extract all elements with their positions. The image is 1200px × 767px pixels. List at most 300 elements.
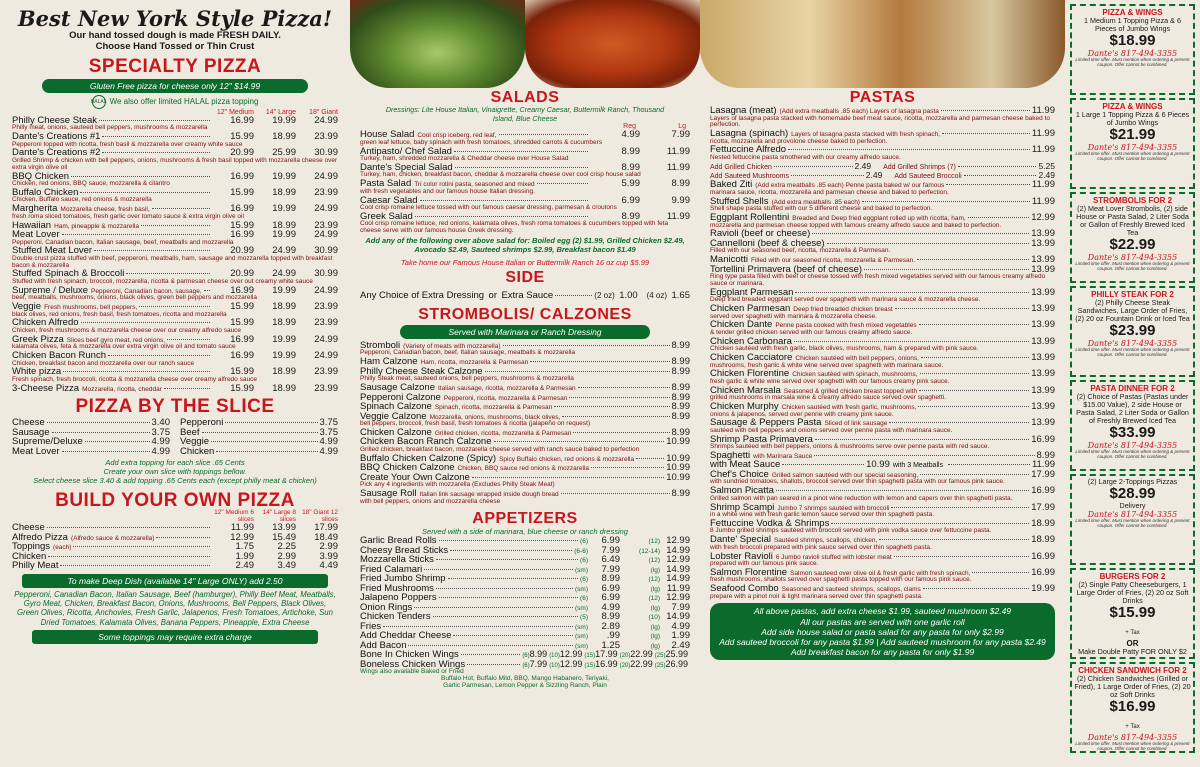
item-price: 8.99 [671,382,690,394]
item-price: 4.99 [671,620,690,632]
item-price: 30.99 [314,268,338,280]
item-desc: bell peppers, broccoli, fresh basil, fresh tomatoes & ricotta (jalapeño on request) [360,420,591,428]
item-price: 11.99 [1031,179,1055,191]
item-note: Ham, ricotta, mozzarella & Parmesan [420,359,529,367]
item-desc: Chicken, Buffalo sauce, red onions & mozzarella [12,196,152,204]
item-name: Cheese [12,522,45,534]
item-desc: Philly Steak meat, sauteed onions, bell peppers, mushrooms & mozzarella [360,375,574,383]
wings-note-2: Buffalo Hot, Buffalo Mild, BBQ, Mango Habanero, Teriyaki, [440,675,609,683]
item-price: 8.99 [671,365,690,377]
deal-coupon [1070,568,1195,659]
col-lg: Lg [678,123,686,131]
item-name: Baked Ziti [710,179,753,191]
item-name: Chicken [180,445,215,457]
item-note: Chicken sautéed with spinach, mushrooms, [792,371,918,379]
item-name: Veggie Calzone [360,410,427,422]
item-desc: Shrimps sautéed with bell peppers, onions & mushrooms serve over penne pasta with red sauce. [710,443,990,451]
item-note: Layers of lasagna pasta stacked with fresh spinach, [791,131,941,139]
deal-legal: Limited time offer. Must mention when ordering & present coupon. Offer cannot be combined. [1075,741,1190,751]
item-price: 2.99 [277,550,296,562]
item-price: 16.99 [1031,433,1055,445]
item-qty: (15) [584,662,596,669]
item-price: 1.99 [235,550,254,562]
item-price: 8.99 [621,210,640,222]
pasta-footer [710,603,1055,660]
dots [791,175,864,176]
item-price: 16.99 [595,658,618,669]
deal-coupon [1070,474,1195,565]
item-price: 24.99 [314,229,338,241]
dots [920,474,1029,475]
pasta-photo [700,0,1065,88]
item-price: 8.99 [671,178,690,190]
item-name: Sausage Roll [360,488,417,500]
item-price: 24.99 [272,245,296,257]
item-price: 4.99 [319,445,338,457]
item-note: (Alfredo sauce & mozzarella) [70,534,155,542]
dots [164,388,210,389]
item-note: Spicy Buffalo chicken, red onions & mozzarella [499,455,635,463]
item-price: 20.99 [230,268,254,280]
dots [776,490,1029,491]
item-name: Caesar Salad [360,194,418,206]
item-price: 13.99 [1031,401,1055,412]
item-price: 8.99 [671,339,690,351]
item-price: 5.99 [621,178,640,190]
item-desc: Stuffed with fresh spinach, broccoli, mozzarella, ricotta & parmesan cheese over out creamy white sauce [12,277,313,285]
deal-desc: (2) Choice of Pastas (Pastas under $15.00 Value), 2 side House or Pasta Salad, 2 Liter Soda or Gallon of Freshly Brewed Iced Tea [1076,392,1189,425]
dots [788,149,1030,150]
dots [216,451,317,452]
pastas-title: PASTAS [849,89,916,106]
item-name: Antipasto/ Chef Salad [360,145,452,157]
item-name: Ham Calzone [360,356,418,368]
item-price: 15.99 [230,131,254,143]
item-qty: (25) [654,662,666,669]
item-price: 23.99 [314,186,338,198]
item-price: 7.99 [601,544,620,556]
item-price: 11.99 [1031,459,1056,471]
item-price: 1.25 [601,639,620,651]
salad-addon-1: Add any of the following over above salad for: Boiled egg (2) $1.99, Grilled Chicken $2.49, [365,235,685,245]
specialty-title: SPECIALTY PIZZA [88,55,262,77]
deal-title: PIZZA & WINGS [1102,102,1163,111]
dots [968,217,1030,218]
dots [80,192,210,193]
item-name: Eggplant Rollentini [710,212,790,224]
item-price: 7.99 [529,658,548,669]
deal-or: OR [1126,639,1139,649]
item-price: 13.99 [1031,335,1055,347]
item-desc: served over spaghetti with marinara & mozzarella cheese. [710,312,877,320]
item-name: Bone In Chicken Wings [360,649,459,661]
side-price-2: 1.65 [671,289,690,301]
dots [923,588,1029,589]
dots [636,458,664,459]
item-price: 8.99 [1036,449,1055,461]
item-price: 1.75 [235,541,254,553]
gluten-free-bar: Gluten Free pizza for cheese only 12" $14.99 [42,79,308,93]
item-desc: Chicken, fresh mushrooms & mozzarella cheese over our creamy alfredo sauce [12,326,242,334]
dots [499,134,588,135]
dots [862,201,1030,202]
deal-legal: Limited time offer. Must mention when ordering & present coupon. Offer cannot be combined. [1075,57,1190,68]
dots [424,569,573,570]
item-name: Shrimp Scampi [710,501,775,513]
item-name: Chicken Bacon Runch [12,350,106,362]
dots [47,527,210,528]
slice-note-2: Create your own slice with toppings bellow. [103,467,247,477]
dots [47,422,150,423]
item-note: Tri color rotini pasta, seasoned and mixed [414,181,535,189]
item-name: Jalapeno Poppers [360,592,437,604]
item-name: Chicken Parmesan [710,303,791,315]
item-note: Jumbo 7 shrimps sautéed with broccoli [777,504,890,512]
deal-coupon [1070,380,1195,471]
item-qty: (12) [648,576,660,584]
addon-row [710,162,1055,171]
size-giant: 18" Giant [309,108,338,116]
item-desc: fresh mushrooms, shallots served over spaghetti pasta topped with our famous pink sauce. [710,576,972,584]
deal-price: $15.99 [1109,603,1156,621]
item-note: Italian sausage, ricotta, mozzarella & Parmesan [438,385,576,393]
deal-title: BURGERS FOR 2 [1099,572,1166,581]
dots [569,397,669,398]
item-name: Pepperoni Calzone [360,391,441,403]
side-extra: Extra Sauce [501,289,554,301]
item-note: Ham, pineapple & mozzarella [54,222,139,230]
item-price: 13.99 [1031,417,1055,429]
item-price: 30.99 [314,245,338,257]
dough-note: Our hand tossed dough is made FRESH DAILY. [69,30,281,41]
item-note: Sautéed shrimps, scallops, chicken, [773,537,878,545]
item-price: 15.99 [230,382,254,394]
item-price: 19.99 [272,203,296,215]
item-name: Stuffed Shells [710,195,769,207]
item-desc: Chicken, red onions, BBQ sauce, mozzarella & cilantro [12,180,170,188]
item-price: 16.99 [230,170,254,182]
item-price: 6.99 [601,582,620,594]
item-price: 22.99 [630,649,653,660]
item-name: Chicken Murphy [710,401,779,412]
tagline: Best New York Style Pizza! [17,6,333,31]
item-price: 15.99 [230,186,254,198]
dots [454,151,588,152]
item-qty: (12) [648,538,660,546]
item-note: Spinach, ricotta, mozzarella & Parmesan [434,404,553,412]
item-price: 3.40 [151,417,170,429]
item-price: 20.99 [230,245,254,257]
item-name: Dante's Special Salad [360,161,453,173]
side-item [360,286,690,302]
item-price: 10.99 [666,471,690,483]
item-note: Penne pasta cooked with fresh mixed vegetables [775,322,917,330]
item-price: 3.99 [319,550,338,562]
item-price: 14.99 [666,573,690,585]
item-price: 4.49 [319,560,338,572]
dots [889,422,1029,423]
item-qty: (sm) [575,642,588,650]
dots [85,441,150,442]
item-note: (Add extra meatballs .85 each) [771,198,860,206]
item-name: Shrimp Pasta Primavera [710,433,813,445]
dots [408,645,573,646]
item-price: 16.99 [230,284,254,296]
size-medium: 12" Medium [216,108,254,116]
item-name: Fettuccine Alfredo [710,144,787,156]
item-price: 16.99 [230,203,254,215]
item-name: Fries [360,620,382,632]
deep-dish-bar: To make Deep Dish (available 14" Large ONLY) add 2.50 [22,574,328,588]
item-name: Boneless Chicken Wings [360,658,466,670]
addon-name: Add Grilled Chicken [710,163,772,171]
deal-legal: Limited time offer. Must mention when ordering & present coupon. Offer cannot be combined. [1075,518,1190,529]
item-price: 6.99 [601,535,620,547]
item-qty: (15) [584,653,596,660]
stromboli-serve-bar: Served with Marinara or Ranch Dressing [400,325,650,339]
stromboli-list [360,341,690,505]
deal-brand: Dante's 817-494-3355 [1087,49,1178,59]
item-desc: Deep fried breaded eggplant served over spaghetti with marinara sauce & mozzarella cheese. [710,296,981,304]
item-name: Salmon Picatta [710,485,774,497]
item-price: 12.99 [666,592,690,604]
dots [561,493,670,494]
item-name: Add Bacon [360,639,407,651]
item-name: Dante's Creations #2 [12,147,101,159]
item-qty: (12-14) [639,547,660,555]
item-name: Lasagna (meat) [710,105,777,116]
deal-brand: Dante's 817-494-3355 [1087,441,1178,451]
byo-title: BUILD YOUR OWN PIZZA [55,490,295,512]
item-qty: (20) [619,653,631,660]
item-note: Seasoned and sauteed shrimps, scallops, clams [781,586,921,594]
item-price: 8.99 [671,401,690,413]
item-name: Stuffed Spinach & Broccoli [12,268,125,280]
item-price: 10.99 [866,459,890,471]
item-name: Sausage & Peppers Pasta [710,417,822,429]
item-price: 4.99 [151,436,170,448]
column-deals [1065,0,1200,767]
item-note: with 3 Meatballs [892,462,944,470]
item-desc: fresh garlic & white wine served over spaghetti with our famous creamy pink sauce. [710,377,950,385]
dots [202,432,318,433]
addon-price: 2.49 [865,170,883,181]
item-name: Dante's Creations #1 [12,131,101,143]
item-qty: (sm) [575,604,588,612]
column-pastas [700,0,1065,767]
dots [94,250,210,251]
item-name: Philly Cheese Steak Calzone [360,365,483,377]
item-price: 13.99 [1031,368,1055,380]
byo-size-large: 14" Large 8 slices [262,509,296,523]
item-name: with Meat Sauce [710,459,781,471]
item-price: 15.99 [230,219,254,231]
extra-charge-bar: Some toppings may require extra charge [32,630,318,644]
item-desc: Pepperoni topped with ricotta, fresh basil & mozzarella over creamy white sauce [12,140,243,148]
item-price: 7.99 [671,129,690,141]
item-desc: black olives, red onions, fresh basil, fresh tomatoes, ricotta and mozzarella [12,310,227,318]
item-price: 24.99 [314,114,338,126]
item-price: 23.99 [314,366,338,378]
side-or: or [488,289,497,301]
item-price: 18.99 [272,382,296,394]
dots [414,607,573,608]
item-name: Beef [180,426,200,438]
dots [52,432,150,433]
item-price: 2.89 [601,620,620,632]
item-price: 7.99 [671,601,690,613]
item-name: Create Your Own Calzone [360,471,470,483]
item-price: 16.99 [1031,485,1055,497]
item-price: 10.99 [666,436,690,448]
addon-name: Add Sauteed Mushrooms [710,173,789,181]
menu-item-row [360,612,690,622]
item-price: 23.99 [314,382,338,394]
item-price: 14.99 [666,563,690,575]
dots [420,200,588,201]
item-name: Spinach Calzone [360,401,432,413]
deal-title: PHILLY STEAK FOR 2 [1091,290,1174,299]
item-price: 24.99 [314,333,338,345]
deal-title: STROMBOLIS FOR 2 [1092,196,1173,205]
item-price: 18.99 [272,301,296,313]
dots [453,635,573,636]
item-price: 12.99 [666,535,690,547]
stromboli-title: STROMBOLIS/ CALZONES [418,305,632,323]
deal-price: $28.99 [1109,484,1156,502]
item-desc: prepared with our famous pink sauce. [710,560,819,567]
deal-brand: Dante's 817-494-3355 [1087,143,1178,153]
dots [972,572,1029,573]
deal-legal: Limited time offer. Must mention when ordering & present coupon. Offer cannot be combined. [1075,347,1190,357]
item-price: 12.99 [559,649,583,660]
crust-note: Choose Hand Tossed or Thin Crust [95,40,255,52]
dots [827,243,1030,244]
salad-addon-2: Avocado $2.49, Sauteed shrimps $2.99, Breakfast bacon $1.49 [414,244,636,254]
item-desc: green leaf lettuce, baby spinach with fresh tomatoes, shredded carrots & cucumbers [360,138,603,146]
item-note: Chicken sautéed with bell peppers, onions, [795,355,919,363]
appetizer-list [360,536,690,650]
item-note: Fresh mushrooms, bell peppers, [44,304,138,312]
slice-grid [12,418,338,456]
deal-tax: + Tax [1125,724,1140,731]
item-desc: Ring type pasta filled with beef or cheese tossed with fresh mixed vegetables served with our famous creamy alfredo sauce or marinara. [710,273,1046,287]
item-price: 11.99 [1031,144,1055,156]
column-salads [350,0,700,767]
item-desc: mushrooms, fresh garlic & white wine served over spaghetti with marinara sauce. [710,361,944,369]
item-name: Chicken Carbonara [710,335,792,347]
item-note: Deep fried breaded chicken breast [793,306,893,314]
item-desc: marinara sauce, ricotta, mozzarella and parmesan cheese and baked to perfection. [710,188,949,196]
item-note: Breaded and Deep fried eggplant rolled up with ricotta, ham, [792,215,966,223]
item-name: Alfredo Pizza [12,531,68,543]
addon-name: Add Sauteed Broccoli [894,173,962,181]
item-name: Seafood Combo [710,583,779,595]
halal-note [12,95,338,109]
item-desc: Grilled salmon with pan seared in a pinot wine reduction with lemon and capers over thin spaghetti pasta. [710,494,1013,502]
column-pizza [0,0,350,767]
slice-note-3: Select cheese slice 3.40 & add topping .65 Cents each (except philly meat & chicken) [33,476,317,486]
slice-title: PIZZA BY THE SLICE [75,396,275,418]
dots [554,406,669,407]
item-desc: grilled mushrooms in marsala wine & creamy alfredo sauce served over spaghetti. [710,394,946,402]
item-desc: with sundried tomatoes, shallots, broccoli served over thin spaghetti pasta with our famous pink sauce. [710,478,1005,486]
dots [921,357,1029,358]
item-desc: ricotta, mozzarella and provolone cheese baked to perfection. [710,137,888,145]
dots [383,626,573,627]
deal-brand: Dante's 817-494-3355 [1087,510,1178,520]
item-price: 14.99 [666,611,690,623]
item-qty: (sm) [575,566,588,574]
item-note: Grilled chicken, ricotta, mozzarella & Parmesan [434,429,572,437]
deal-brand: Dante's 817-494-3355 [1087,253,1178,263]
item-name: Fried Mushrooms [360,582,434,594]
dots [141,225,210,226]
pasta-footer-5: Add breakfast bacon for any pasta for only $1.99 [790,647,975,658]
item-price: 10.99 [666,452,690,464]
dots [562,416,669,417]
item-price: 18.99 [1031,517,1055,529]
item-price: 12.99 [666,554,690,566]
dots [941,110,1030,111]
deal-price: $18.99 [1109,31,1156,49]
item-name: Greek Salad [360,210,413,222]
slice-left [12,418,170,456]
item-qty: (6-6) [574,547,588,555]
item-price: 19.99 [272,170,296,182]
dots [891,507,1029,508]
item-price: 12.99 [559,658,583,669]
item-price: 11.99 [1031,195,1055,207]
item-name: Buffalo Chicken [12,186,79,198]
item-price: 26.99 [665,658,688,669]
item-qty: (sm) [575,633,588,641]
item-desc: 8 Jumbo grilled shrimps sautéed with broccoli served with pink vodka sauce over fettuccine pasta. [710,527,992,535]
dots [467,664,520,665]
item-price: 25.99 [272,147,296,159]
item-price: 17.99 [1031,468,1055,480]
item-name: Veggie [180,436,210,448]
dots [578,387,670,388]
dressings: Dressings: Lite House Italian, Vinaigrette, Creamy Caesar, Buttermilk Ranch, Thousand Island, Blue Cheese [385,105,665,123]
item-desc: with fresh vegetables and our famous house Italian dressing. [360,187,535,195]
addon-price: 5.25 [1038,160,1055,171]
item-price: 11.99 [230,522,254,534]
deal-desc-2: Make Double Patty FOR ONLY $2 [1078,647,1187,657]
item-price: 11.99 [1031,128,1055,140]
dots [895,308,1030,309]
dots [795,292,1029,293]
item-price: 8.99 [671,488,690,500]
item-desc: Grilled chicken, breakfast bacon, mozzarella cheese served with ranch sauce baked to perfection [360,445,640,453]
item-price: 3.75 [319,417,338,429]
item-price: 4.99 [621,129,640,141]
deal-title: PIZZA & WINGS [1102,8,1163,17]
dots [433,616,578,617]
item-price: 18.99 [272,219,296,231]
item-name: Chicken Florentine [710,368,790,380]
deal-price: $22.99 [1109,235,1156,253]
deal-sub: Delivery [1119,501,1146,511]
dots [879,539,1029,540]
item-price: 3.75 [319,426,338,438]
size-large: 14" Large [265,108,296,116]
item-price: 6.49 [601,554,620,566]
dots [99,120,210,121]
dots [964,175,1037,176]
item-name: Veggie [12,301,42,313]
item-price: 22.99 [630,658,653,669]
